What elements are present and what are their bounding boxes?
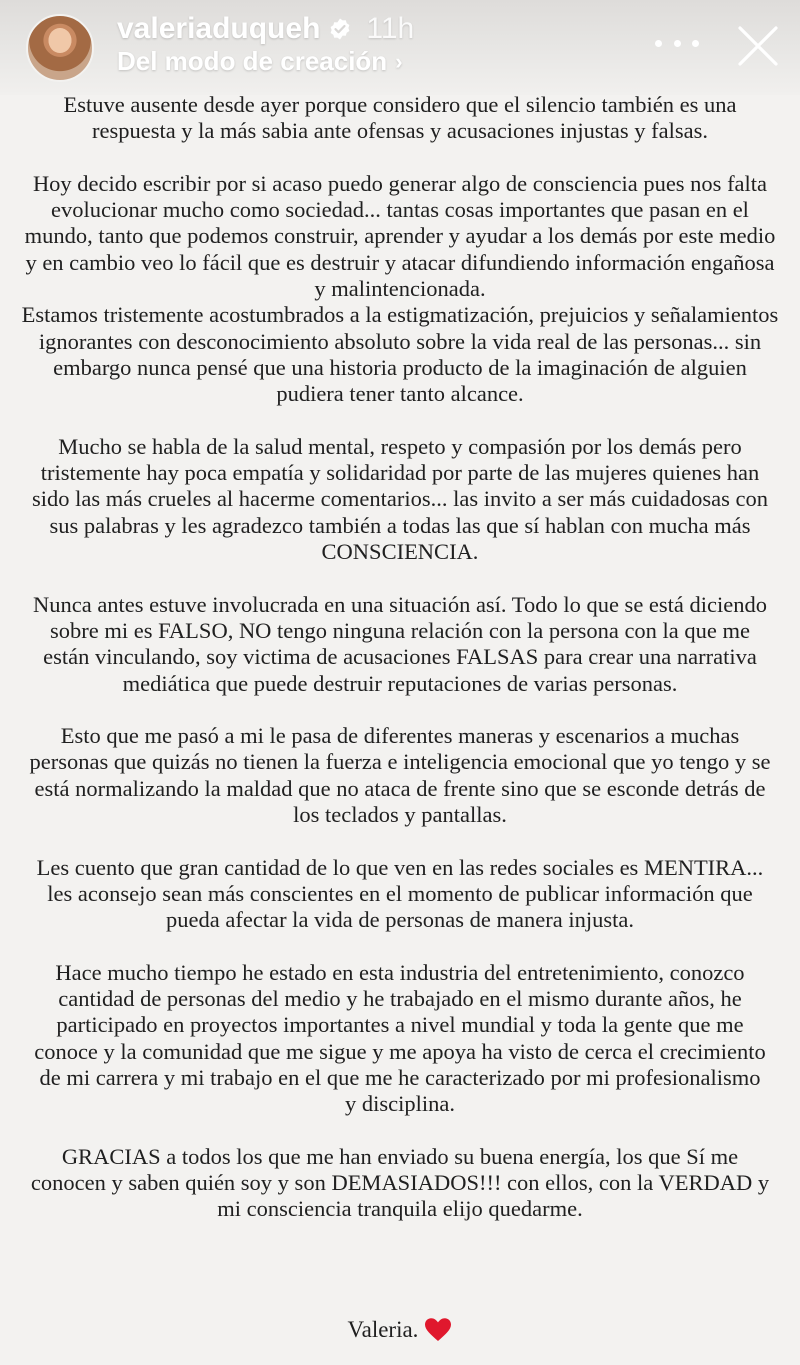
paragraph: GRACIAS a todos los que me han enviado su buena energía, los que Sí me conocen y saben quién soy y son DEMASIADOS!!! con ellos, con la VERDAD y mi consciencia tranquila elijo quedarme. bbox=[30, 1143, 770, 1222]
username-row[interactable] bbox=[117, 12, 414, 46]
more-dots-icon bbox=[674, 40, 681, 47]
paragraph: Nunca antes estuve involucrada en una situación así. Todo lo que se está diciendo sobre mi es FALSO, NO tengo ninguna relación con la persona con la que me están vinculando, soy victima de acusaciones FALSAS para crear una narrativa mediática que puede destruir reputaciones de varias personas. bbox=[32, 591, 768, 696]
paragraph: Estuve ausente desde ayer porque considero que el silencio también es una respuesta y la más sabia ante ofensas y acusaciones injustas y falsas. bbox=[63, 92, 737, 144]
more-dots-icon bbox=[692, 40, 699, 47]
verified-badge-icon bbox=[328, 17, 352, 41]
more-options-button[interactable] bbox=[655, 28, 699, 58]
avatar-face bbox=[48, 28, 71, 54]
paragraph: Estamos tristemente acostumbrados a la estigmatización, prejuicios y señalamientos ignorantes con desconocimiento absoluto sobre la vida real de las personas... sin embargo nunca pensé que una historia producto de la imaginación de alguien pudiera tener tanto alcance. bbox=[21, 302, 779, 407]
story-text bbox=[20, 92, 780, 1223]
paragraph: Hace mucho tiempo he estado en esta industria del entretenimiento, conozco cantidad de personas del medio y he trabajado en el mismo durante años, he participado en proyectos importantes a nivel mundial y toda la gente que me conoce y la comunidad que me sigue y me apoya ha visto de cerca el crecimiento de mi carrera y mi trabajo en el que me he caracterizado por mi profesionalismo y disciplina. bbox=[34, 959, 766, 1117]
signature bbox=[0, 1317, 800, 1343]
red-heart-icon bbox=[424, 1317, 452, 1343]
more-dots-icon bbox=[655, 40, 662, 47]
creation-mode-link[interactable] bbox=[117, 46, 403, 77]
subtitle-text: Del modo de creación bbox=[117, 46, 388, 76]
paragraph: Mucho se habla de la salud mental, respeto y compasión por los demás pero tristemente hay poca empatía y solidaridad por parte de las mujeres quienes han sido las más crueles al hacerme comentarios... las invito a ser más cuidadosas con sus palabras y les agradezco también a todas las que sí hablan con mucha más CONSCIENCIA. bbox=[31, 433, 769, 565]
timestamp: 11h bbox=[366, 12, 415, 45]
close-icon[interactable] bbox=[736, 24, 780, 68]
avatar[interactable] bbox=[26, 14, 94, 82]
chevron-right-icon: › bbox=[395, 48, 403, 74]
story-header bbox=[0, 0, 800, 95]
signature-text: Valeria. bbox=[347, 1317, 419, 1342]
username[interactable]: valeriaduqueh bbox=[117, 12, 321, 45]
paragraph: Esto que me pasó a mi le pasa de diferentes maneras y escenarios a muchas personas que quizás no tienen la fuerza e inteligencia emocional que yo tengo y se está normalizando la maldad que no ataca de frente sino que se esconde detrás de los teclados y pantallas. bbox=[29, 723, 771, 828]
paragraph: Les cuento que gran cantidad de lo que ven en las redes sociales es MENTIRA... les aconsejo sean más conscientes en el momento de publicar información que pueda afectar la vida de personas de manera injusta. bbox=[36, 854, 764, 933]
paragraph: Hoy decido escribir por si acaso puedo generar algo de consciencia pues nos falta evolucionar mucho como sociedad... tantas cosas importantes que pasan en el mundo, tanto que podemos construir, aprender y ayudar a los demás por este medio y en cambio veo lo fácil que es destruir y atacar difundiendo información engañosa y malintencionada. bbox=[24, 170, 776, 302]
